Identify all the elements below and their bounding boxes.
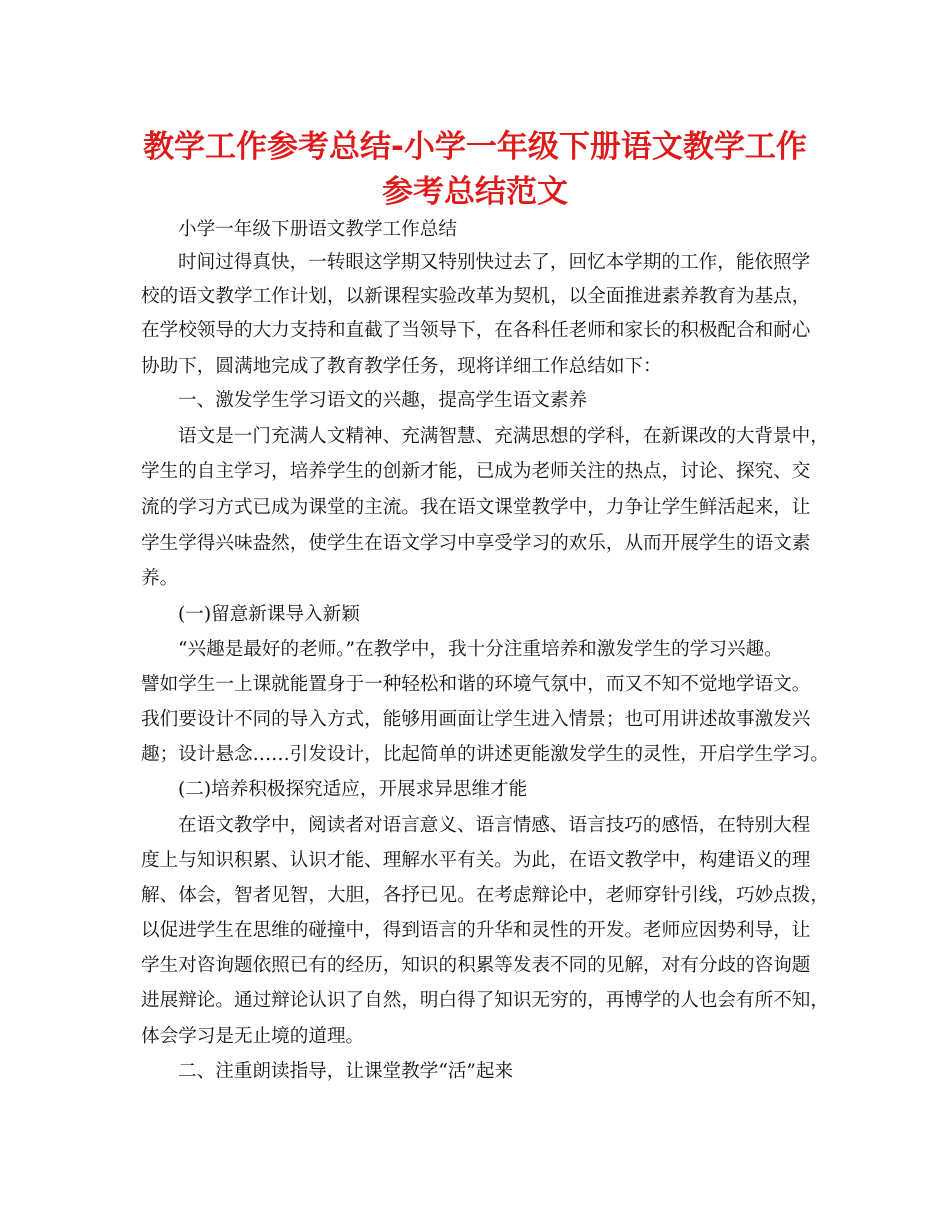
section-heading: 一、激发学生学习语文的兴趣，提高学生语文素养 [178,390,588,411]
paragraph-line: 在语文教学中，阅读者对语言意义、语言情感、语言技巧的感悟，在特别大程 [178,815,811,836]
paragraph-line: 解、体会，智者见智，大胆，各抒已见。在考虑辩论中，老师穿针引线，巧妙点拨， [141,885,829,906]
paragraph-line: 流的学习方式已成为课堂的主流。我在语文课堂教学中，力争让学生鲜活起来，让 [141,497,811,518]
paragraph-line: 在学校领导的大力支持和直截了当领导下，在各科任老师和家长的积极配合和耐心 [141,320,811,341]
paragraph-line: “兴趣是最好的老师。”在教学中，我十分注重培养和激发学生的学习兴趣。 [178,639,783,660]
paragraph-line: 协助下，圆满地完成了教育教学任务，现将详细工作总结如下： [141,356,662,377]
paragraph-line: 学生学得兴味盎然，使学生在语文学习中享受学习的欢乐，从而开展学生的语文素 [141,533,811,554]
subsection-heading: (二)培养积极探究适应，开展求异思维才能 [178,779,528,800]
paragraph-line: 趣；设计悬念……引发设计，比起简单的讲述更能激发学生的灵性，开启学生学习。 [141,744,829,765]
paragraph-line: 语文是一门充满人文精神、充满智慧、充满思想的学科，在新课改的大背景中， [178,426,829,447]
subtitle: 小学一年级下册语文教学工作总结 [178,219,457,240]
subsection-heading: (一)留意新课导入新颖 [178,604,360,625]
paragraph-line: 度上与知识积累、认识才能、理解水平有关。为此，在语文教学中，构建语义的理 [141,850,811,871]
paragraph-line: 养。 [141,568,179,589]
paragraph-line: 校的语文教学工作计划，以新课程实验改革为契机，以全面推进素养教育为基点， [141,286,811,307]
section-heading: 二、注重朗读指导，让课堂教学“活”起来 [178,1061,514,1082]
paragraph-line: 我们要设计不同的导入方式，能够用画面让学生进入情景；也可用讲述故事激发兴 [141,709,811,730]
paragraph-line: 学生对咨询题依照已有的经历，知识的积累等发表不同的见解，对有分歧的咨询题 [141,955,811,976]
document-title-line-2: 参考总结范文 [382,174,568,210]
document-title-line-1: 教学工作参考总结-小学一年级下册语文教学工作 [143,129,807,165]
paragraph-line: 以促进学生在思维的碰撞中，得到语言的升华和灵性的开发。老师应因势利导，让 [141,920,811,941]
paragraph-line: 时间过得真快，一转眼这学期又特别快过去了，回忆本学期的工作，能依照学 [178,252,811,273]
paragraph-line: 学生的自主学习，培养学生的创新才能，已成为老师关注的热点，讨论、探究、交 [141,461,811,482]
paragraph-line: 进展辩论。通过辩论认识了自然，明白得了知识无穷的，再博学的人也会有所不知， [141,990,829,1011]
paragraph-line: 体会学习是无止境的道理。 [141,1026,365,1047]
paragraph-line: 譬如学生一上课就能置身于一种轻松和谐的环境气氛中，而又不知不觉地学语文。 [141,674,811,695]
